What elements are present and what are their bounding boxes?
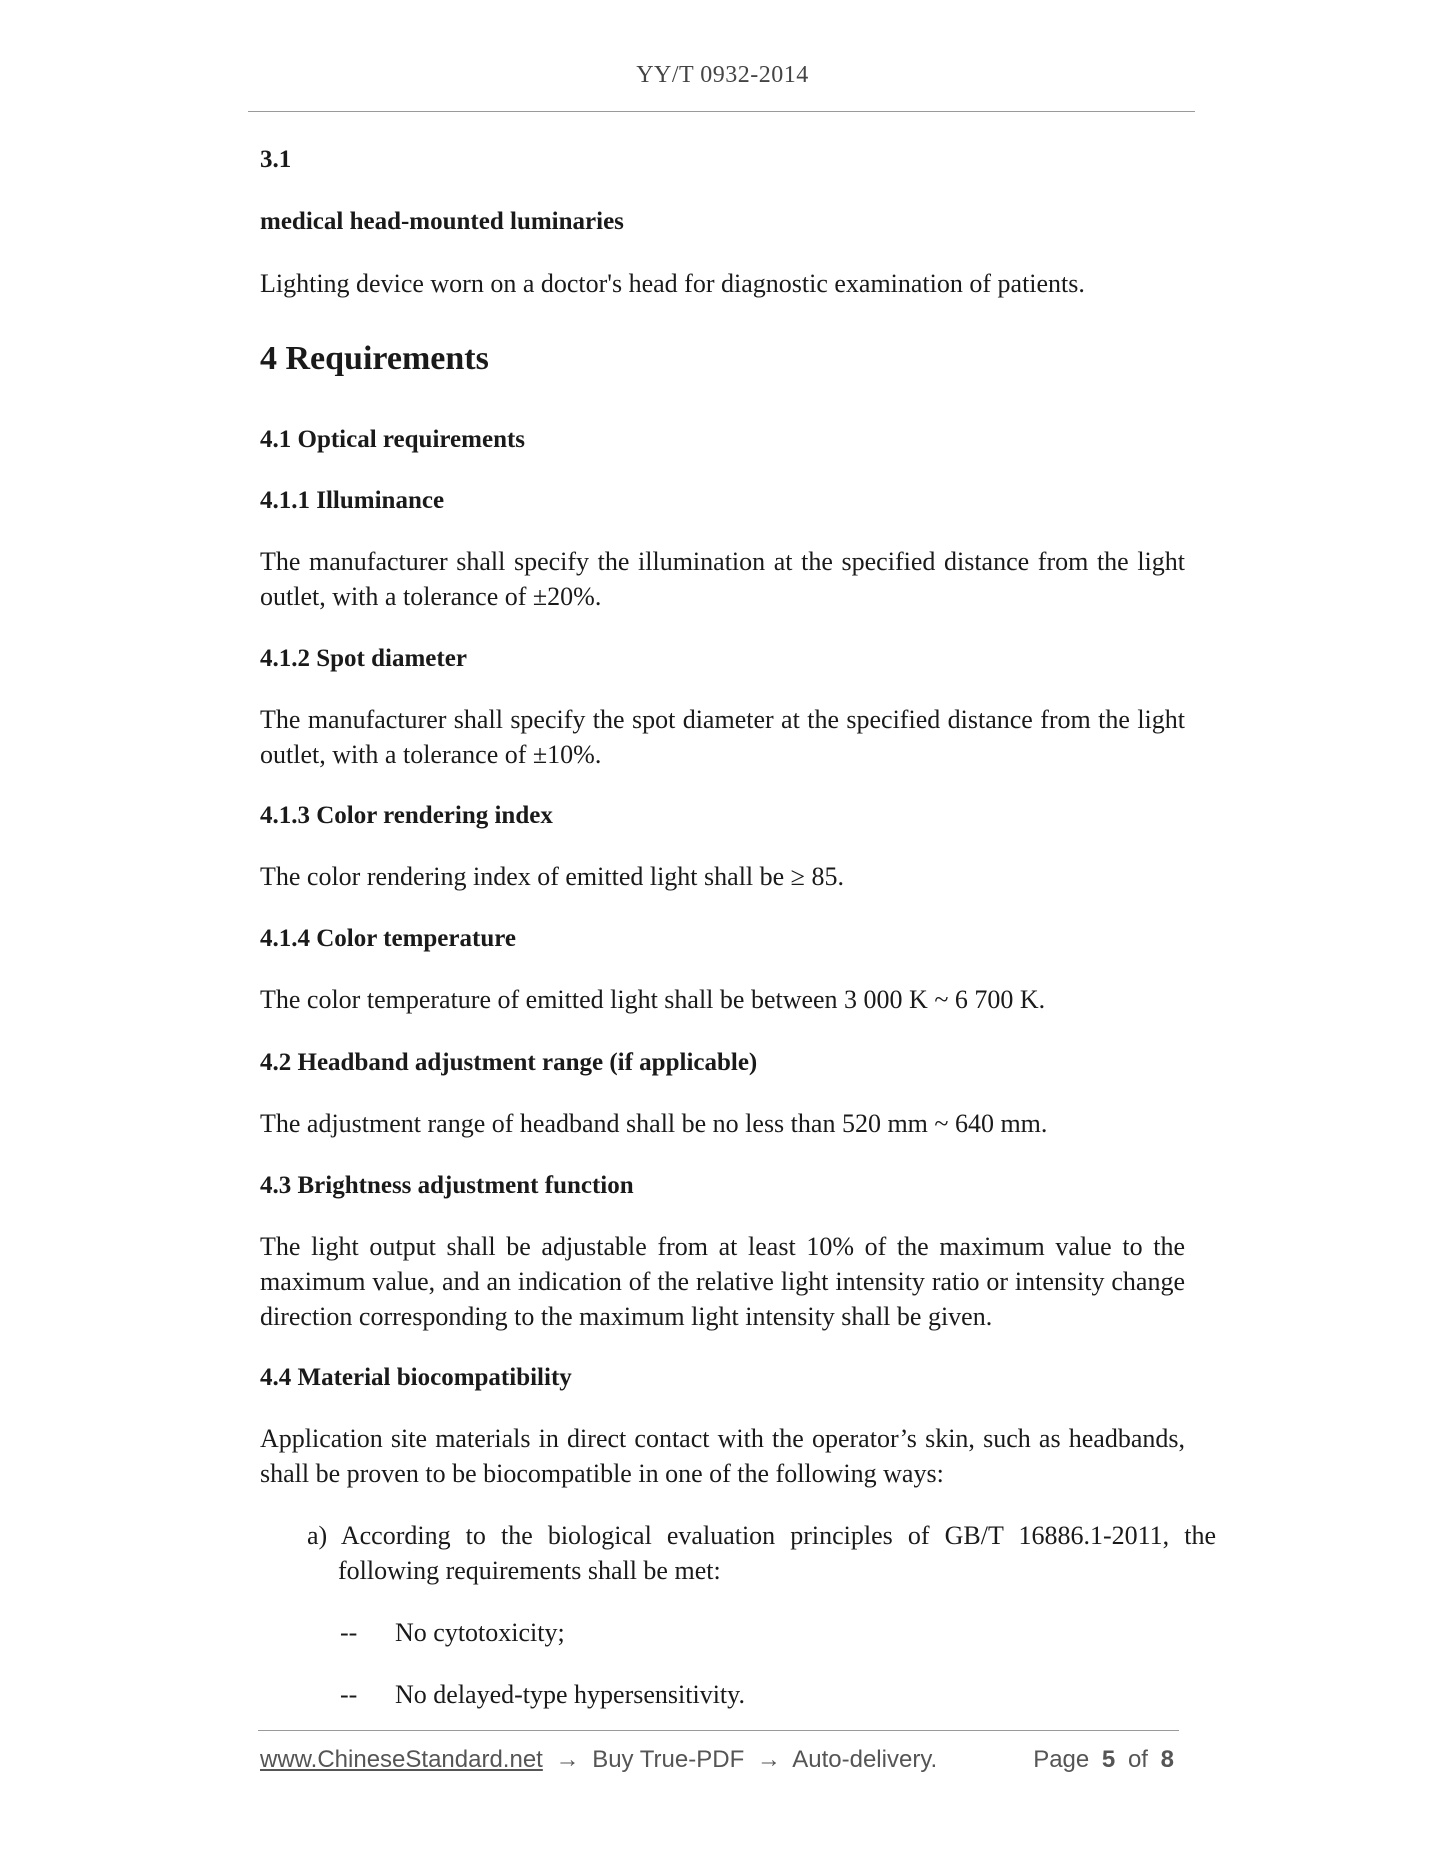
site-link[interactable]: www.ChineseStandard.net bbox=[260, 1746, 543, 1773]
term-definition: Lighting device worn on a doctor's head for diagnostic examination of patients. bbox=[260, 269, 1085, 298]
arrow-right-icon: → bbox=[756, 1746, 781, 1773]
footer-divider bbox=[258, 1730, 1179, 1731]
page-label: Page bbox=[1033, 1746, 1090, 1773]
document-code-header: YY/T 0932-2014 bbox=[636, 62, 809, 88]
page-indicator bbox=[1033, 1746, 1180, 1774]
dash-list-item bbox=[340, 1615, 565, 1650]
section-4-1-3-heading: 4.1.3 Color rendering index bbox=[260, 802, 553, 829]
page-footer bbox=[260, 1746, 1180, 1774]
dash-marker: -- bbox=[340, 1680, 358, 1709]
section-4-1-4-text: The color temperature of emitted light shall be between 3 000 K ~ 6 700 K. bbox=[260, 985, 1046, 1014]
section-4-1-4-heading: 4.1.4 Color temperature bbox=[260, 925, 516, 952]
header-divider bbox=[248, 111, 1195, 112]
dash-list-item bbox=[340, 1677, 745, 1712]
section-4-3-heading: 4.3 Brightness adjustment function bbox=[260, 1172, 634, 1199]
of-label: of bbox=[1127, 1746, 1148, 1773]
section-4-1-2-text: The manufacturer shall specify the spot diameter at the specified distance from the light outlet, with a tolerance of ±10%. bbox=[260, 705, 1185, 769]
dash-marker: -- bbox=[340, 1618, 358, 1647]
dash-item-text: No cytotoxicity; bbox=[395, 1618, 565, 1647]
section-4-4-heading: 4.4 Material biocompatibility bbox=[260, 1364, 572, 1391]
auto-delivery-text: Auto-delivery. bbox=[792, 1746, 938, 1773]
section-4-1-3-text: The color rendering index of emitted light shall be ≥ 85. bbox=[260, 862, 844, 891]
section-4-1-1-text: The manufacturer shall specify the illumination at the specified distance from the light outlet, with a tolerance of ±20%. bbox=[260, 547, 1185, 611]
list-item-a: a) According to the biological evaluation principles of GB/T 16886.1-2011, the following requirements shall be met: bbox=[307, 1521, 1216, 1585]
current-page-number: 5 bbox=[1101, 1746, 1116, 1773]
section-4-1-1-heading: 4.1.1 Illuminance bbox=[260, 487, 445, 514]
section-4-heading: 4 Requirements bbox=[260, 340, 489, 377]
section-4-1-2-heading: 4.1.2 Spot diameter bbox=[260, 645, 467, 672]
dash-item-text: No delayed-type hypersensitivity. bbox=[395, 1680, 745, 1709]
term-number: 3.1 bbox=[260, 146, 292, 173]
buy-true-pdf-text: Buy True-PDF bbox=[592, 1746, 745, 1773]
section-4-4-text: Application site materials in direct contact with the operator’s skin, such as headbands, shall be proven to be biocompatible in one of the following ways: bbox=[260, 1424, 1185, 1488]
term-name: medical head-mounted luminaries bbox=[260, 208, 624, 235]
section-4-1-heading: 4.1 Optical requirements bbox=[260, 426, 526, 453]
section-4-2-text: The adjustment range of headband shall be no less than 520 mm ~ 640 mm. bbox=[260, 1109, 1048, 1138]
total-pages-number: 8 bbox=[1160, 1746, 1174, 1773]
section-4-3-text: The light output shall be adjustable from at least 10% of the maximum value to the maximum value, and an indication of the relative light intensity ratio or intensity change direction corresponding to the maximum light intensity shall be given. bbox=[260, 1232, 1185, 1331]
section-4-2-heading: 4.2 Headband adjustment range (if applicable) bbox=[260, 1049, 758, 1076]
arrow-right-icon: → bbox=[555, 1746, 580, 1773]
